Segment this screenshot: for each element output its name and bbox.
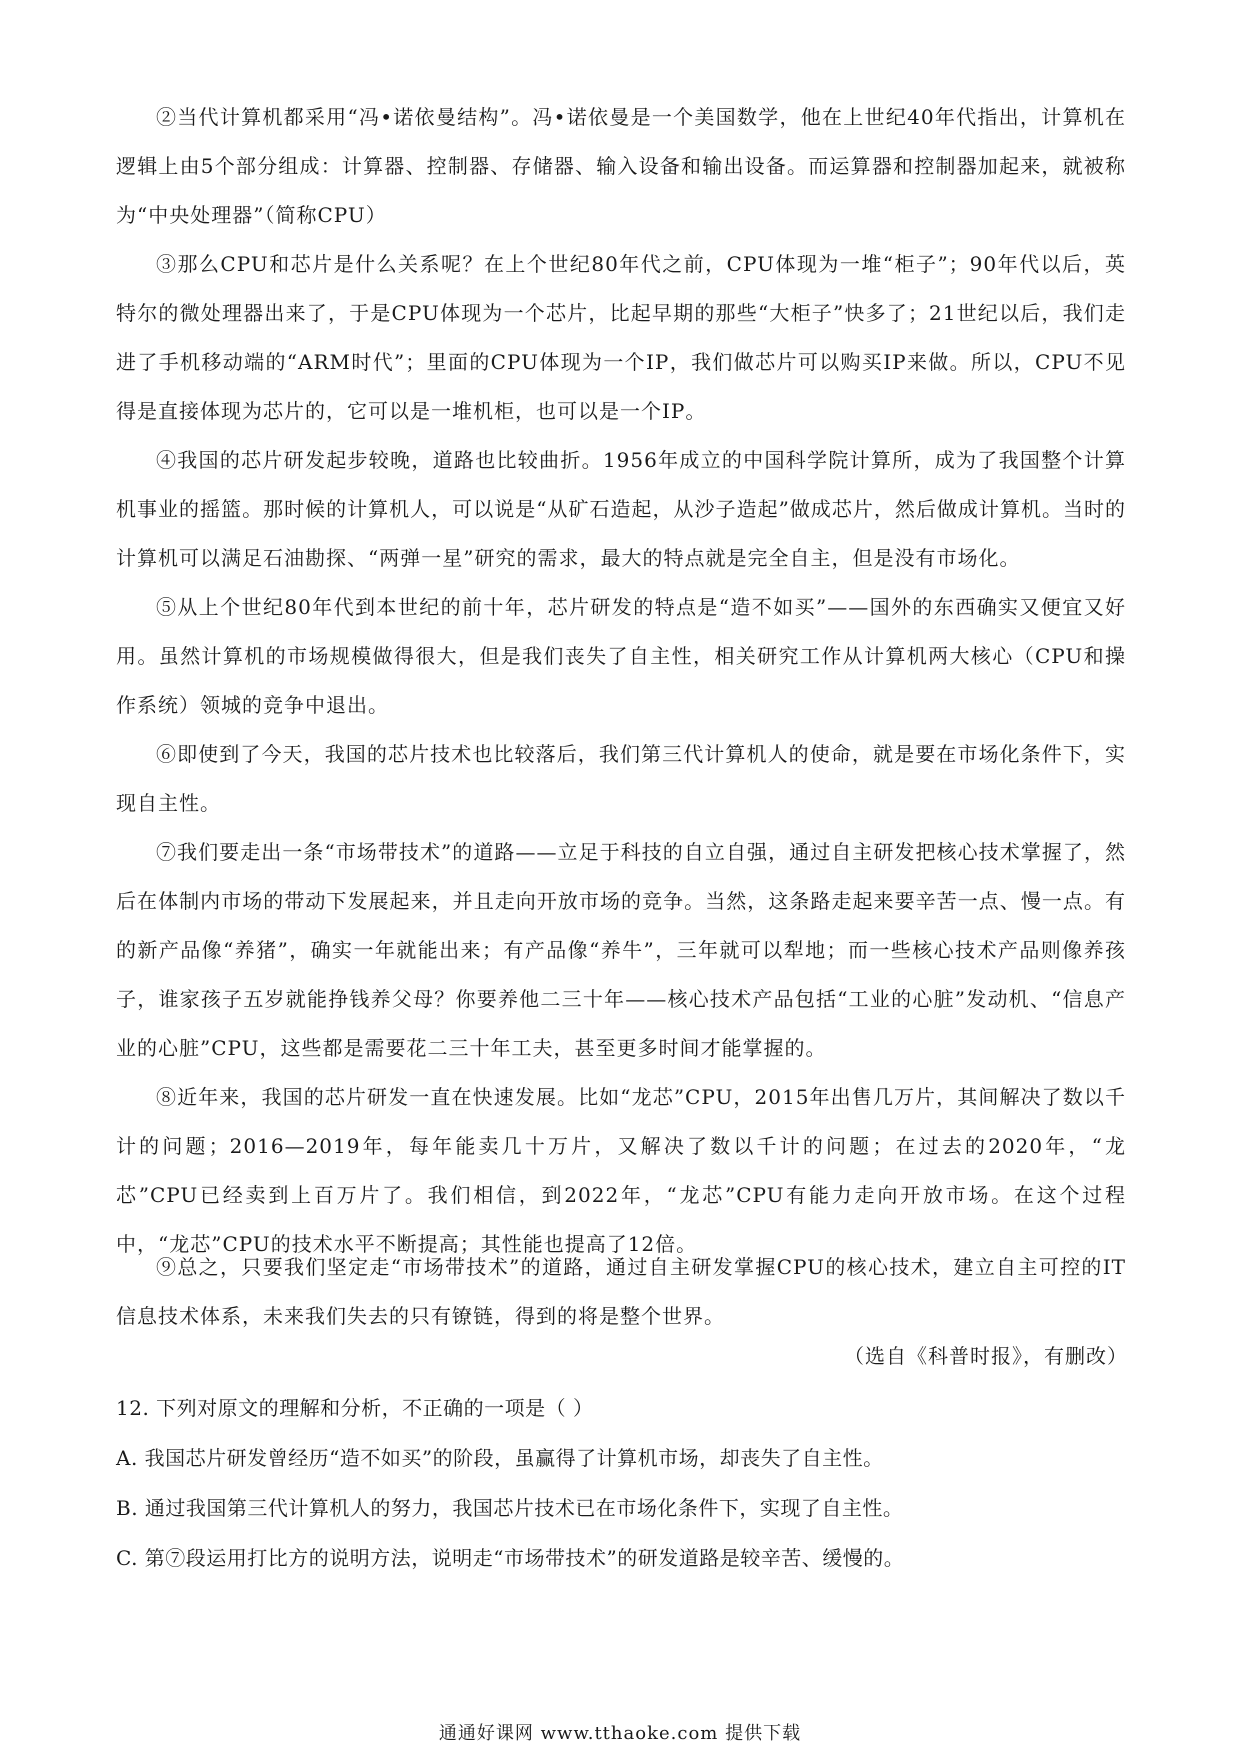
paragraph-3: ③那么CPU和芯片是什么关系呢？在上个世纪80年代之前，CPU体现为一堆“柜子”；90年代以后，英特尔的微处理器出来了，于是CPU体现为一个芯片，比起早期的那些“大柜子”快多了；21世纪以后，我们走进了手机移动端的“ARM时代”；里面的CPU体现为一个IP，我们做芯片可以购买IP来做。所以，CPU不见得是直接体现为芯片的，它可以是一堆机柜，也可以是一个IP。 [116, 252, 1126, 423]
option-a: A. 我国芯片研发曾经历“造不如买”的阶段，虽赢得了计算机市场，却丧失了自主性。 [116, 1446, 884, 1470]
paragraph-9: ⑨总之，只要我们坚定走“市场带技术”的道路，通过自主研发掌握CPU的核心技术，建立自主可控的IT信息技术体系，未来我们失去的只有镣链，得到的将是整个世界。 [116, 1255, 1126, 1328]
option-b: B. 通过我国第三代计算机人的努力，我国芯片技术已在市场化条件下，实现了自主性。 [116, 1496, 904, 1520]
question-stem: 12. 下列对原文的理解和分析，不正确的一项是（ ） [116, 1396, 594, 1420]
paragraph-8: ⑧近年来，我国的芯片研发一直在快速发展。比如“龙芯”CPU，2015年出售几万片，其间解决了数以千计的问题；2016—2019年，每年能卖几十万片，又解决了数以千计的问题；在过去的2020年，“龙芯”CPU已经卖到上百万片了。我们相信，到2022年，“龙芯”CPU有能力走向开放市场。在这个过程中，“龙芯”CPU的技术水平不断提高；其性能也提高了12倍。 [116, 1085, 1126, 1256]
source-citation: （选自《科普时报》，有删改） [844, 1344, 1128, 1368]
page-footer: 通通好课网 www.tthaoke.com 提供下载 [438, 1723, 802, 1744]
paragraph-7: ⑦我们要走出一条“市场带技术”的道路——立足于科技的自立自强，通过自主研发把核心技术掌握了，然后在体制内市场的带动下发展起来，并且走向开放市场的竞争。当然，这条路走起来要辛苦一点、慢一点。有的新产品像“养猪”，确实一年就能出来；有产品像“养牛”，三年就可以犁地；而一些核心技术产品则像养孩子，谁家孩子五岁就能挣钱养父母？你要养他二三十年——核心技术产品包括“工业的心脏”发动机、“信息产业的心脏”CPU，这些都是需要花二三十年工夫，甚至更多时间才能掌握的。 [116, 840, 1126, 1060]
paragraph-4: ④我国的芯片研发起步较晚，道路也比较曲折。1956年成立的中国科学院计算所，成为了我国整个计算机事业的摇篮。那时候的计算机人，可以说是“从矿石造起，从沙子造起”做成芯片，然后做成计算机。当时的计算机可以满足石油勘探、“两弹一星”研究的需求，最大的特点就是完全自主，但是没有市场化。 [116, 448, 1126, 570]
paragraph-2: ②当代计算机都采用“冯•诺依曼结构”。冯•诺依曼是一个美国数学，他在上世纪40年代指出，计算机在逻辑上由5个部分组成：计算器、控制器、存储器、输入设备和输出设备。而运算器和控制器加起来，就被称为“中央处理器”（简称CPU） [116, 105, 1126, 227]
paragraph-6: ⑥即使到了今天，我国的芯片技术也比较落后，我们第三代计算机人的使命，就是要在市场化条件下，实现自主性。 [116, 742, 1126, 815]
paragraph-5: ⑤从上个世纪80年代到本世纪的前十年，芯片研发的特点是“造不如买”——国外的东西确实又便宜又好用。虽然计算机的市场规模做得很大，但是我们丧失了自主性，相关研究工作从计算机两大核心（CPU和操作系统）领城的竞争中退出。 [116, 595, 1126, 717]
option-c: C. 第⑦段运用打比方的说明方法，说明走“市场带技术”的研发道路是较辛苦、缓慢的。 [116, 1546, 905, 1570]
